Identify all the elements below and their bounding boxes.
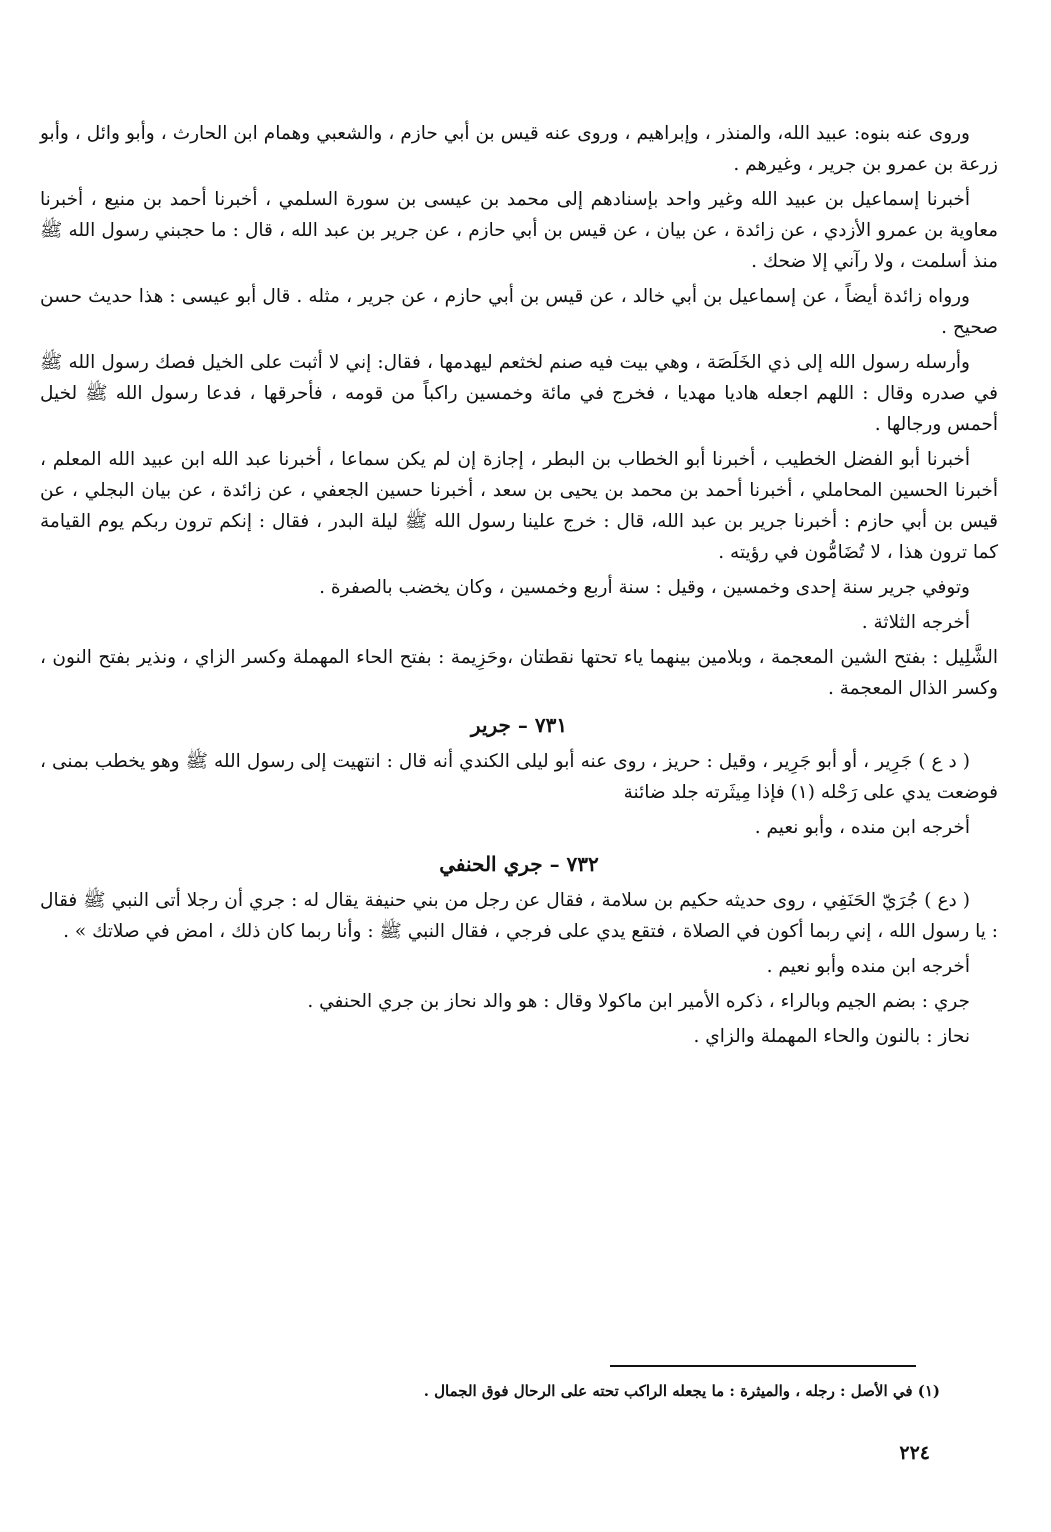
paragraph-hadith-isnad-1: أخبرنا إسماعيل بن عبيد الله وغير واحد بإسنادهم إلى محمد بن عيسى بن سورة السلمي ، أخبرنا أحمد بن منيع ، أخبرنا معاوية بن عمرو الأزدي ، عن زائدة ، عن بيان ، عن قيس بن أبي حازم ، عن جرير بن عبد الله ، قال : ما حجبني رسول الله ﷺ منذ أسلمت ، ولا رآني إلا ضحك . <box>40 189 998 272</box>
paragraph-narrators: وروى عنه بنوه: عبيد الله، والمنذر ، وإبراهيم ، وروى عنه قيس بن أبي حازم ، والشعبي وهمام ابن الحارث ، وأبو وائل ، وأبو زرعة بن عمرو بن جرير ، وغيرهم . <box>40 123 998 175</box>
page-body <box>40 118 998 1056</box>
paragraph-death: وتوفي جرير سنة إحدى وخمسين ، وقيل : سنة أربع وخمسين ، وكان يخضب بالصفرة . <box>319 577 970 598</box>
paragraph-732-spelling-2: نحاز : بالنون والحاء المهملة والزاي . <box>693 1026 970 1047</box>
footnote-divider <box>610 1365 916 1367</box>
paragraph-hadith-isnad-2: ورواه زائدة أيضاً ، عن إسماعيل بن أبي خالد ، عن قيس بن أبي حازم ، عن جرير ، مثله . قال أبو عيسى : هذا حديث حسن صحيح . <box>40 286 998 338</box>
paragraph-732-takhrij: أخرجه ابن منده وأبو نعيم . <box>766 956 970 977</box>
entry-heading-732: ٧٣٢ – جري الحنفي <box>439 852 599 876</box>
entry-heading-731: ٧٣١ – جرير <box>470 713 568 737</box>
paragraph-spelling-notes: الشَّلِيل : بفتح الشين المعجمة ، وبلامين بينهما ياء تحتها نقطتان ،وحَزِيمة : بفتح الحاء المهملة وكسر الزاي ، ونذير بفتح النون ، وكسر الذال المعجمة . <box>40 647 999 699</box>
paragraph-731-takhrij: أخرجه ابن منده ، وأبو نعيم . <box>754 817 970 838</box>
paragraph-732-spelling-1: جري : بضم الجيم وبالراء ، ذكره الأمير ابن ماكولا وقال : هو والد نحاز بن جري الحنفي . <box>307 991 970 1012</box>
paragraph-731-body: ( د ع ) جَرِير ، أو أبو جَرِير ، وقيل : حريز ، روى عنه أبو ليلى الكندي أنه قال : انتهيت إلى رسول الله ﷺ وهو يخطب بمنى ، فوضعت يدي على رَحْله (١) فإذا مِيثَرته جلد ضائنة <box>40 751 998 803</box>
paragraph-732-body: ( دع ) جُرَيّ الحَنَفِي ، روى حديثه حكيم بن سلامة ، فقال عن رجل من بني حنيفة يقال له : جري أن رجلا أتى النبي ﷺ فقال : يا رسول الله ، إني ربما أكون في الصلاة ، فتقع يدي على فرجي ، فقال النبي ﷺ : وأنا ربما كان ذلك ، امض في صلاتك » . <box>40 890 998 942</box>
paragraph-hadith-isnad-3: أخبرنا أبو الفضل الخطيب ، أخبرنا أبو الخطاب بن البطر ، إجازة إن لم يكن سماعا ، أخبرنا عبد الله ابن عبيد الله المعلم ، أخبرنا الحسين المحاملي ، أخبرنا أحمد بن محمد بن يحيى بن سعد ، أخبرنا حسين الجعفي ، عن زائدة ، عن بيان البجلي ، عن قيس بن أبي حازم : أخبرنا جرير بن عبد الله، قال : خرج علينا رسول الله ﷺ ليلة البدر ، فقال : إنكم ترون ربكم يوم القيامة كما ترون هذا ، لا تُضَامُّون في رؤيته . <box>40 449 998 563</box>
page-number: ٢٢٤ <box>899 1442 930 1464</box>
paragraph-dhul-khalasa: وأرسله رسول الله إلى ذي الخَلَصَة ، وهي بيت فيه صنم لخثعم ليهدمها ، فقال: إني لا أثبت على الخيل فصك رسول الله ﷺ في صدره وقال : اللهم اجعله هاديا مهديا ، فخرج في مائة وخمسين راكباً من قومه ، فأحرقها ، فدعا رسول الله ﷺ لخيل أحمس ورجالها . <box>40 352 998 435</box>
footnote: (١) في الأصل : رجله ، والميثرة : ما يجعله الراكب تحته على الرحال فوق الجمال . <box>423 1382 940 1400</box>
paragraph-takhrij: أخرجه الثلاثة . <box>861 612 970 633</box>
